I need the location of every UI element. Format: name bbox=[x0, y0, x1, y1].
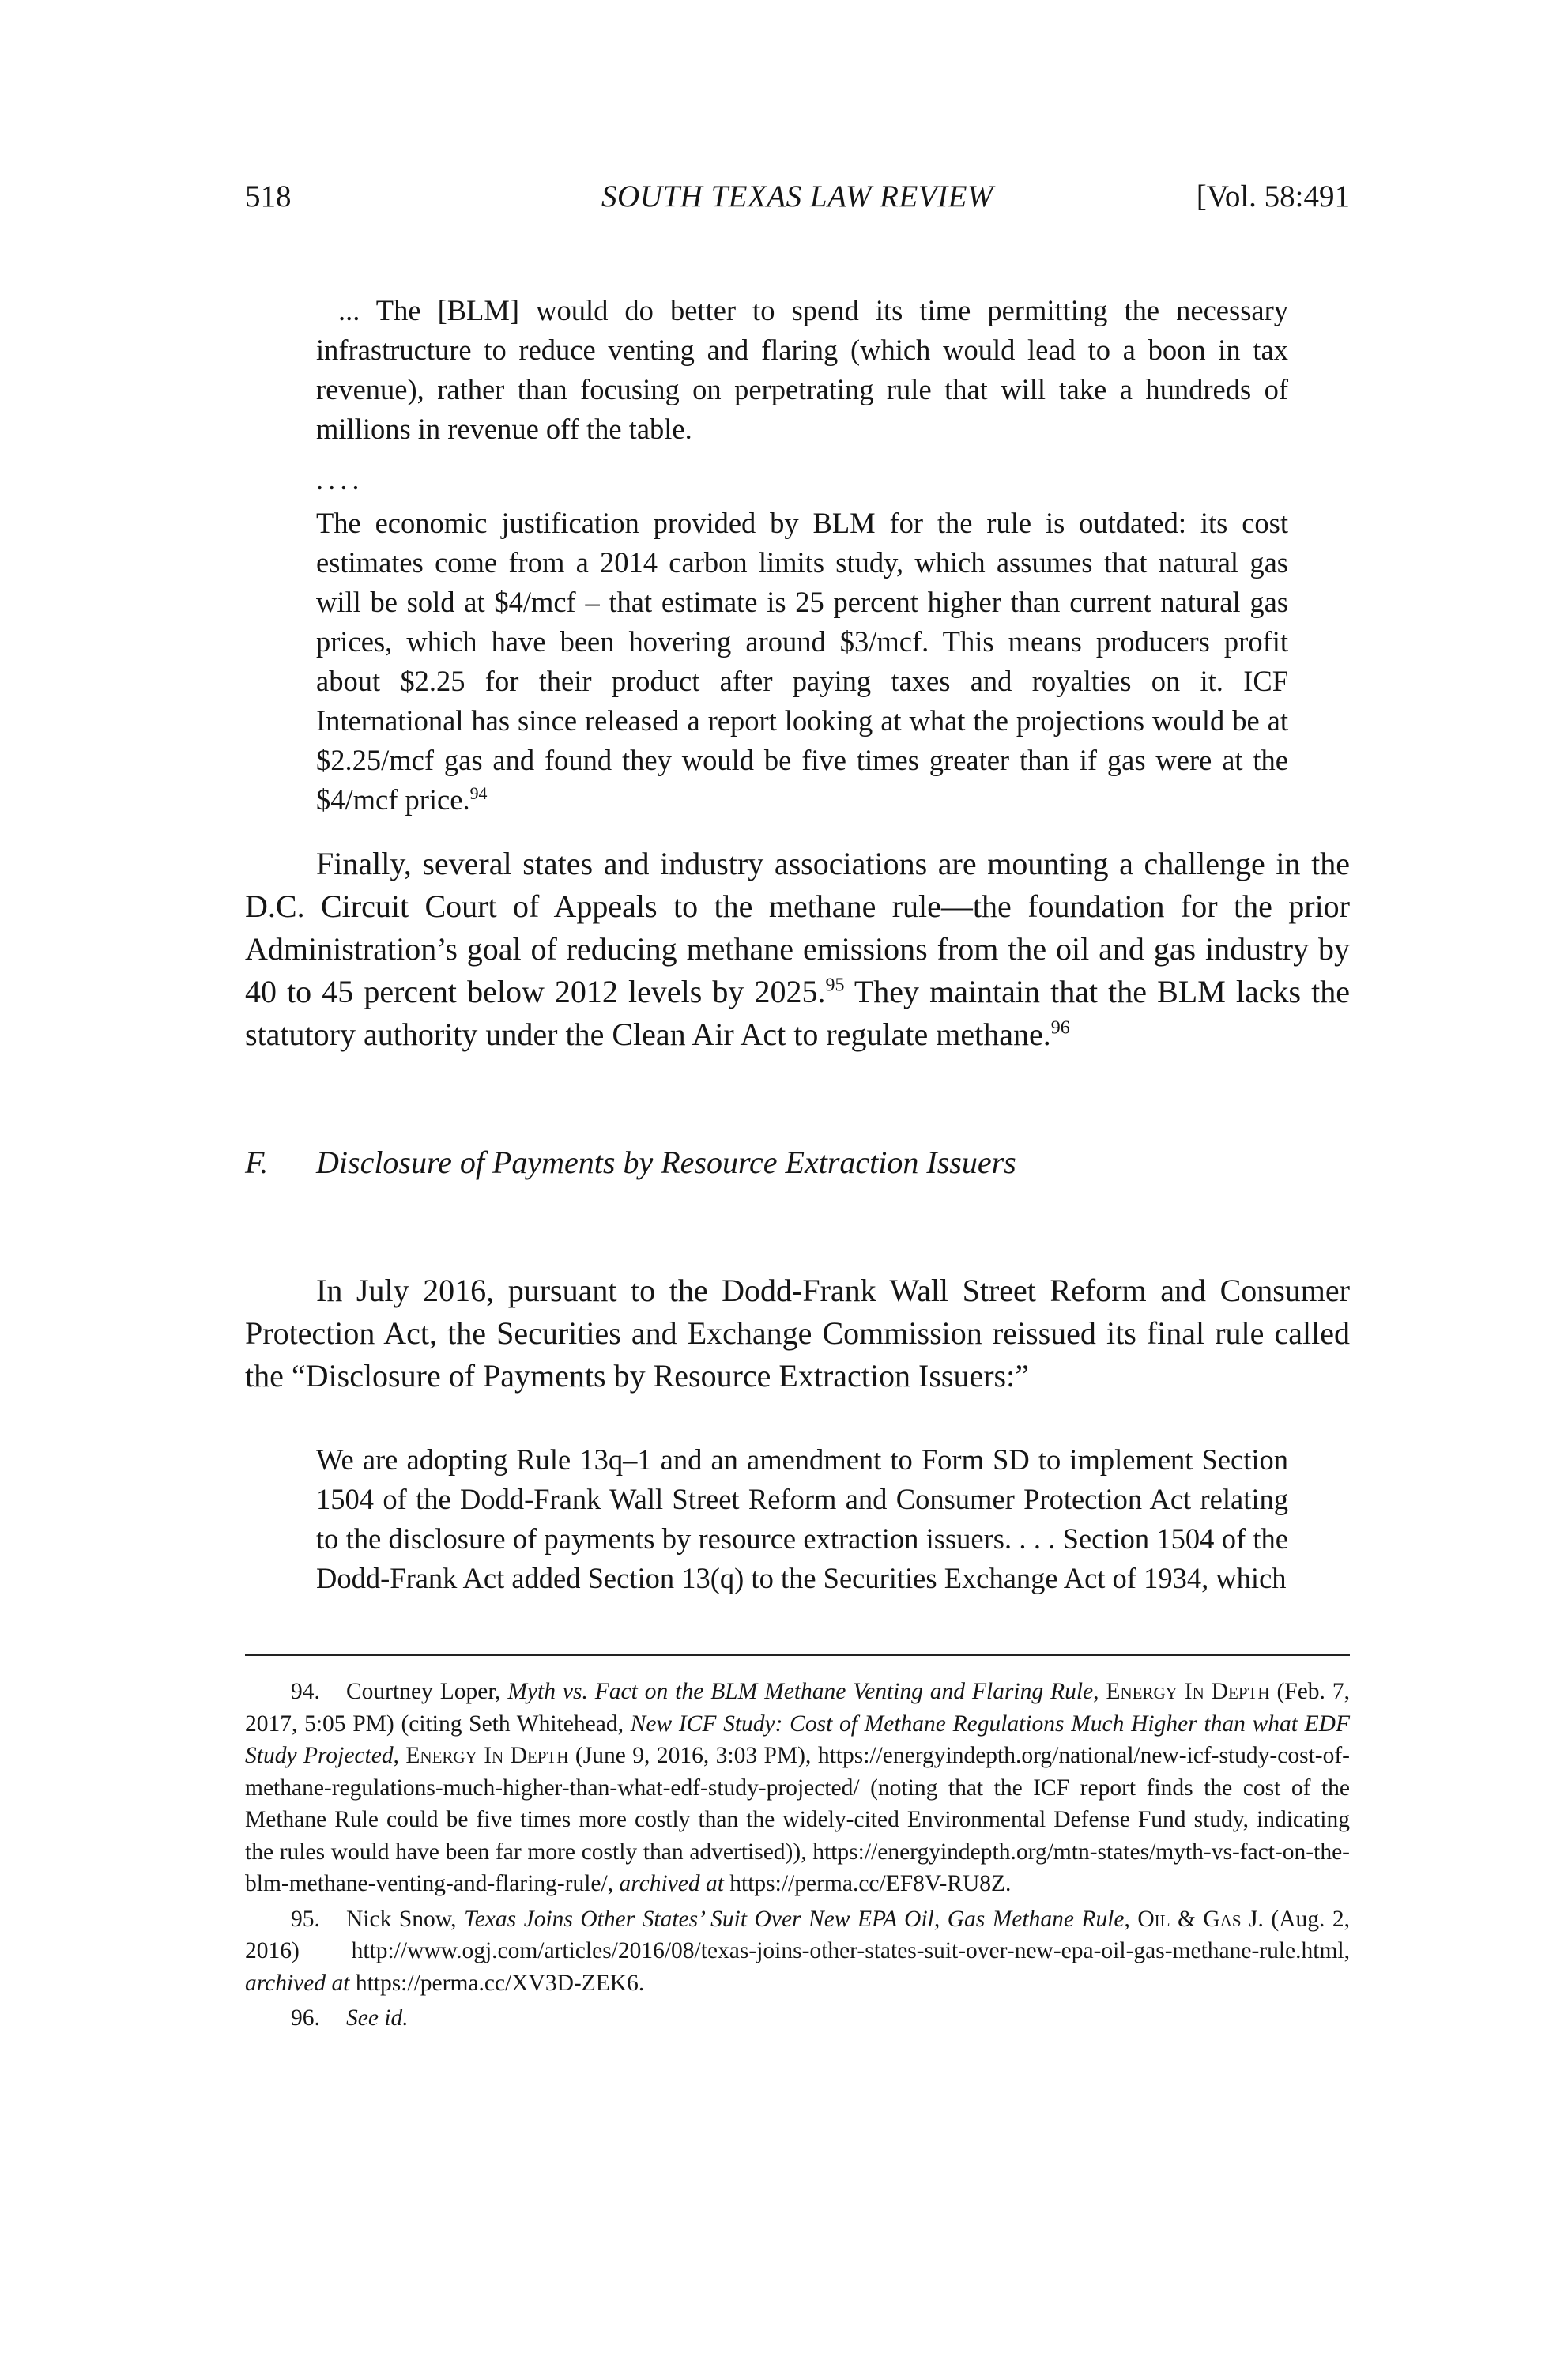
body-paragraph-2 bbox=[245, 1269, 1350, 1398]
block-quote-1-paragraph-2 bbox=[316, 504, 1288, 820]
footnote-text: (June 9, 2016, 3:03 PM), https://energyindepth.org/national/new-icf-study-cost-of-methane-regulations-much-higher-than-what-edf-study-projected/ (noting that the ICF report finds the cost of the Methane Rule could be five times more costly than the widely-cited Environmental Defense Fund study, indicating the rules would have been far more costly than advertised)), https://energyindepth.org/mtn-states/myth-vs-fact-on-the-blm-methane-venting-and-flaring-rule/, bbox=[245, 1743, 1350, 1896]
footnote-divider bbox=[245, 1654, 1350, 1656]
running-header bbox=[245, 179, 1350, 226]
footnote-text: (Feb. 7, 2017, 5:05 PM) (citing Seth Whitehead, bbox=[245, 1679, 1350, 1737]
footnote-95 bbox=[245, 1903, 1350, 2000]
footnote-text: Nick Snow, bbox=[346, 1906, 464, 1932]
body-paragraph-1-text-b: They maintain that the BLM lacks the statutory authority under the Clean Air Act to regulate methane. bbox=[245, 974, 1350, 1052]
block-quote-1-paragraph-2-text: The economic justification provided by BLM for the rule is outdated: its cost estimates come from a 2014 carbon limits study, which assumes that natural gas will be sold at $4/mcf – that estimate is 25 percent higher than current natural gas prices, which have been hovering around $3/mcf. This means producers profit about $2.25 for their product after paying taxes and royalties on it. ICF International has since released a report looking at what the projections would be at $2.25/mcf gas and found they would be five times greater than if gas were at the $4/mcf price. bbox=[316, 507, 1288, 816]
body-paragraph-1 bbox=[245, 843, 1350, 1056]
block-quote-1 bbox=[316, 291, 1288, 449]
footnote-body bbox=[245, 1907, 1350, 1996]
footnote-smallcaps-text: Energy In Depth bbox=[1106, 1679, 1270, 1704]
footnote-number: 94. bbox=[291, 1679, 320, 1704]
footnote-ref-95[interactable]: 95 bbox=[825, 975, 845, 996]
footnote-text: , bbox=[393, 1743, 406, 1768]
footnote-italic-text: archived at bbox=[619, 1871, 724, 1896]
footnote-text: (Aug. 2, 2016) http://www.ogj.com/articles/2016/08/texas-joins-other-states-suit-over-new-epa-oil-gas-methane-rule.html, bbox=[245, 1906, 1351, 1963]
section-letter: F. bbox=[245, 1145, 269, 1180]
volume-citation: [Vol. 58:491 bbox=[1196, 179, 1350, 213]
footnote-smallcaps-text: Energy In Depth bbox=[405, 1743, 569, 1768]
body-paragraph-2-text: In July 2016, pursuant to the Dodd-Frank Wall Street Reform and Consumer Protection Act, the Securities and Exchange Commission reissued its final rule called the “Disclosure of Payments by Resource Extraction Issuers:” bbox=[245, 1273, 1350, 1394]
footnote-number: 96. bbox=[291, 2005, 320, 2031]
footnote-text: , bbox=[1093, 1679, 1106, 1704]
footnote-text: Courtney Loper, bbox=[346, 1679, 508, 1704]
section-title: Disclosure of Payments by Resource Extraction Issuers bbox=[316, 1145, 1016, 1180]
footnote-italic-text: Texas Joins Other States’ Suit Over New EPA Oil, Gas Methane Rule bbox=[464, 1906, 1125, 1932]
page-number: 518 bbox=[245, 179, 292, 213]
footnote-smallcaps-text: Oil & Gas J. bbox=[1137, 1906, 1264, 1932]
footnote-italic-text: archived at bbox=[245, 1970, 350, 1996]
footnote-ref-94[interactable]: 94 bbox=[469, 783, 488, 803]
footnote-italic-text: New ICF Study: Cost of Methane Regulations Much Higher than what EDF Study Projected bbox=[245, 1711, 1351, 1768]
footnote-ref-96[interactable]: 96 bbox=[1050, 1017, 1070, 1039]
block-quote-1-continued bbox=[316, 504, 1288, 820]
section-heading bbox=[245, 1144, 1016, 1181]
body-paragraph-1-text-a: Finally, several states and industry associations are mounting a challenge in the D.C. Circuit Court of Appeals to the methane rule—the foundation for the prior Administration’s goal of reducing methane emissions from the oil and gas industry by 40 to 45 percent below 2012 levels by 2025. bbox=[245, 846, 1350, 1009]
footnote-italic-text: Myth vs. Fact on the BLM Methane Venting and Flaring Rule bbox=[507, 1679, 1094, 1704]
footnote-96 bbox=[245, 2002, 1350, 2035]
block-quote-2 bbox=[316, 1440, 1288, 1598]
footnote-94 bbox=[245, 1676, 1350, 1900]
footnote-body bbox=[346, 2005, 409, 2031]
footnote-body bbox=[245, 1679, 1350, 1896]
footnote-number: 95. bbox=[291, 1906, 320, 1932]
block-quote-2-text: We are adopting Rule 13q–1 and an amendment to Form SD to implement Section 1504 of the Dodd-Frank Wall Street Reform and Consumer Protection Act relating to the disclosure of payments by resource extraction issuers. . . . Section 1504 of the Dodd-Frank Act added Section 13(q) to the Securities Exchange Act of 1934, which bbox=[316, 1443, 1288, 1594]
footnote-text: https://perma.cc/XV3D-ZEK6. bbox=[349, 1970, 645, 1996]
block-quote-ellipsis: .... bbox=[316, 463, 364, 496]
journal-title: SOUTH TEXAS LAW REVIEW bbox=[601, 179, 993, 213]
footnote-italic-text: See id. bbox=[346, 2005, 409, 2031]
footnote-text: https://perma.cc/EF8V-RU8Z. bbox=[723, 1871, 1012, 1896]
footnotes bbox=[245, 1676, 1350, 2035]
block-quote-1-paragraph-1: ... The [BLM] would do better to spend its time permitting the necessary infrastructure to reduce venting and flaring (which would lead to a boon in tax revenue), rather than focusing on perpetrating rule that will take a hundreds of millions in revenue off the table. bbox=[316, 294, 1288, 445]
footnote-text: , bbox=[1124, 1906, 1138, 1932]
